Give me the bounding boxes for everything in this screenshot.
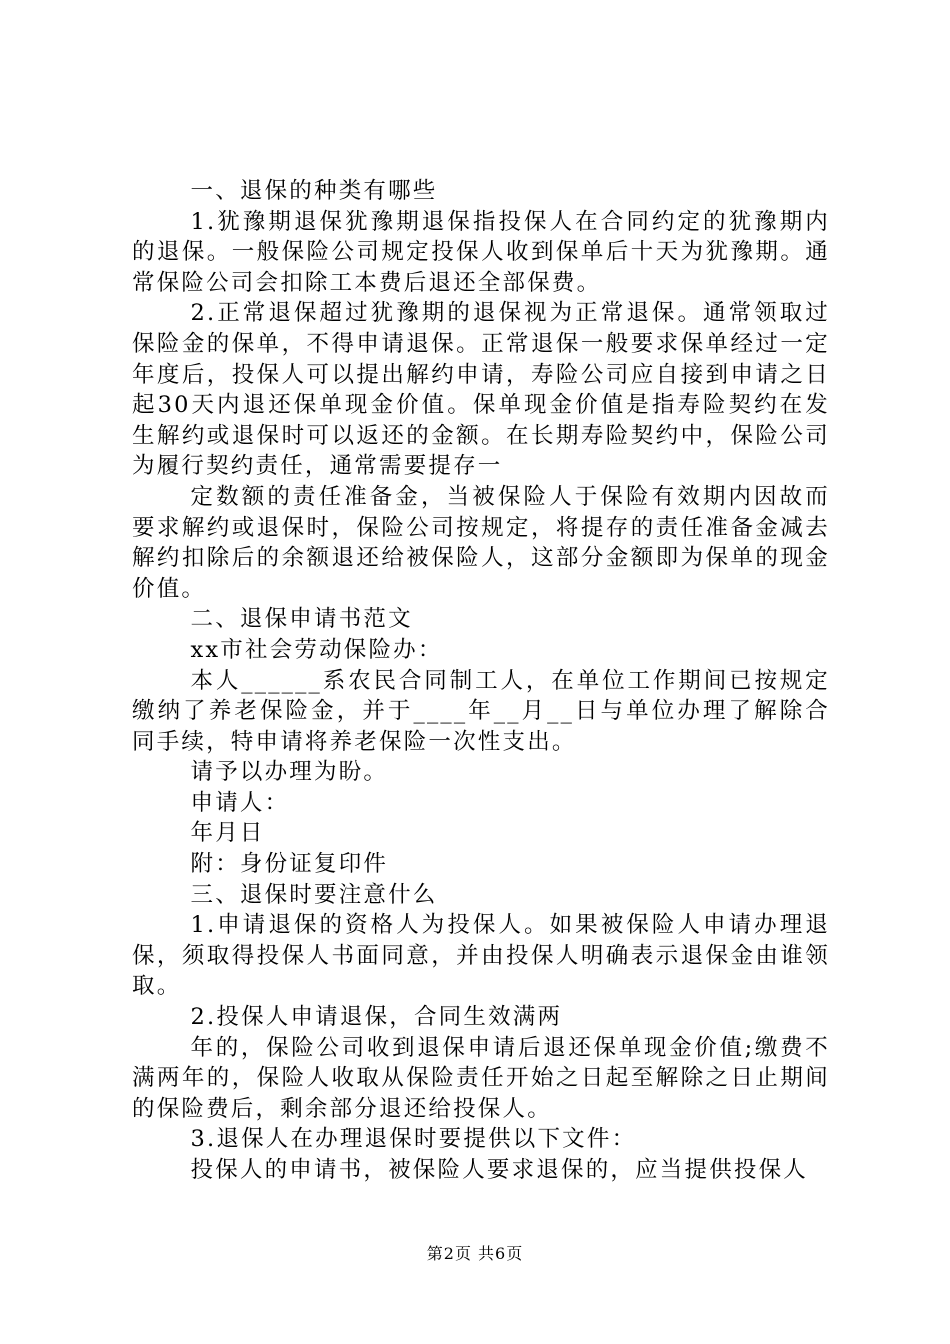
paragraph-note-two-years: 2.投保人申请退保，合同生效满两 [190,1004,563,1031]
paragraph-note-eligibility: 1.申请退保的资格人为投保人。如果被保险人申请办理退保，须取得投保人书面同意，并由投保人明确表示退保金由谁领取。 [132,912,830,1000]
letter-request: 请予以办理为盼。 [190,759,389,786]
paragraph-note-refund-amount: 年的，保险公司收到退保申请后退还保单现金价值;缴费不满两年的，保险人收取从保险责任开始之日起至解除之日止期间的保险费后，剩余部分退还给投保人。 [132,1034,830,1122]
paragraph-cooling-off-refund: 1.犹豫期退保犹豫期退保指投保人在合同约定的犹豫期内的退保。一般保险公司规定投保人收到保单后十天为犹豫期。通常保险公司会扣除工本费后退还全部保费。 [132,208,830,296]
section-heading-notes: 三、退保时要注意什么 [190,881,438,908]
document-body [132,176,830,1186]
paragraph-reserve-fund: 定数额的责任准备金，当被保险人于保险有效期内因故而要求解约或退保时，保险公司按规定，将提存的责任准备金减去解约扣除后的余额退还给被保险人，这部分金额即为保单的现金价值。 [132,483,830,602]
paragraph-note-application: 投保人的申请书，被保险人要求退保的，应当提供投保人 [190,1157,809,1183]
letter-attachment: 附：身份证复印件 [190,851,389,878]
page-number-footer: 第2页 共6页 [426,1244,524,1263]
section-heading-types: 一、退保的种类有哪些 [190,178,438,204]
letter-addressee: xx市社会劳动保险办： [190,636,443,663]
paragraph-note-documents: 3.退保人在办理退保时要提供以下文件： [190,1126,637,1153]
letter-date: 年月日 [190,820,265,847]
letter-body: 本人______系农民合同制工人，在单位工作期间已按规定缴纳了养老保险金，并于____年__月__日与单位办理了解除合同手续，特申请将养老保险一次性支出。 [132,667,830,755]
letter-applicant: 申请人： [190,789,290,816]
paragraph-normal-refund: 2.正常退保超过犹豫期的退保视为正常退保。通常领取过保险金的保单，不得申请退保。正常退保一般要求保单经过一定年度后，投保人可以提出解约申请，寿险公司应自接到申请之日起30天内退还保单现金价值。保单现金价值是指寿险契约在发生解约或退保时可以返还的金额。在长期寿险契约中，保险公司为履行契约责任，通常需要提存一 [132,300,830,480]
section-heading-sample-letter: 二、退保申请书范文 [190,606,413,633]
